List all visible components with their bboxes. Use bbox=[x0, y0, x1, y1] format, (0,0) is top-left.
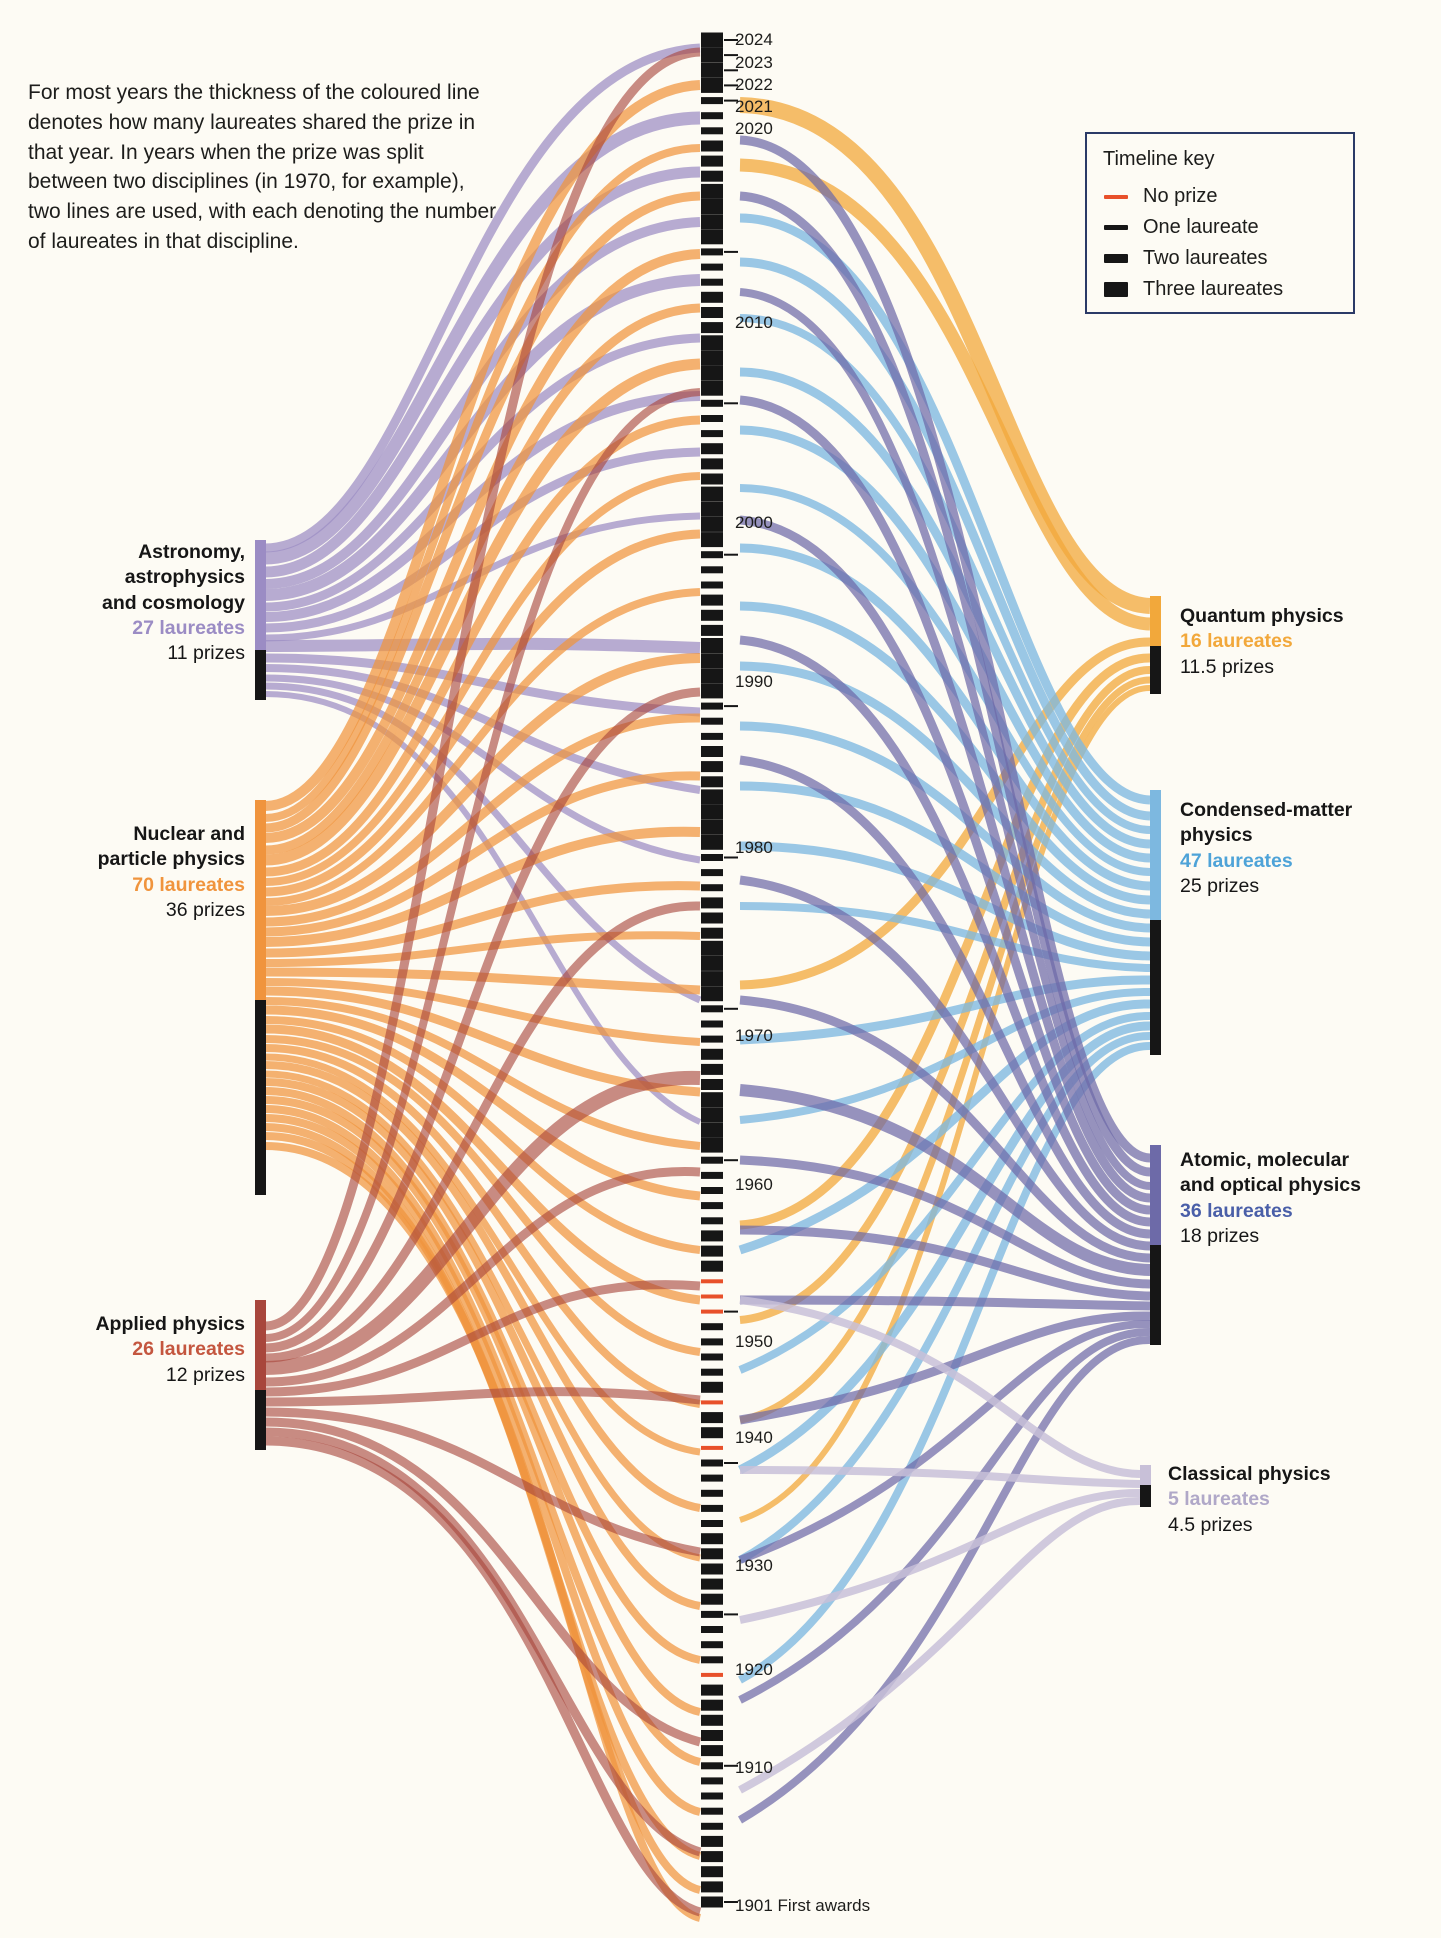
timeline-bar-year bbox=[701, 869, 723, 876]
timeline-bar-year bbox=[701, 127, 723, 134]
year-label-1980: 1980 bbox=[735, 838, 773, 857]
node-bar-condensed-laureates bbox=[1150, 790, 1161, 920]
timeline-bar-year bbox=[701, 1626, 723, 1633]
timeline-bar-year bbox=[701, 1123, 723, 1138]
timeline-bar-year bbox=[701, 532, 723, 547]
timeline-bar-year bbox=[701, 1049, 723, 1060]
timeline-bar-year bbox=[701, 1187, 723, 1194]
timeline-bar-year bbox=[701, 1036, 723, 1043]
node-bar-atomic-laureates bbox=[1150, 1145, 1161, 1245]
timeline-bar-year bbox=[701, 1579, 723, 1590]
year-label-1960: 1960 bbox=[735, 1175, 773, 1194]
node-prizes-classical: 4.5 prizes bbox=[1168, 1513, 1253, 1536]
timeline-bar-year bbox=[701, 1730, 723, 1741]
node-prizes-quantum: 11.5 prizes bbox=[1180, 655, 1274, 678]
node-bar-quantum-prizes bbox=[1150, 646, 1161, 694]
node-bar-applied-prizes bbox=[255, 1390, 266, 1450]
timeline-bar-year bbox=[701, 638, 723, 653]
timeline-bar-year bbox=[701, 761, 723, 772]
node-title-astronomy-2: astrophysics bbox=[124, 566, 245, 589]
timeline-bar-year bbox=[701, 625, 723, 636]
timeline-bar-year bbox=[701, 595, 723, 606]
timeline-bar-year bbox=[701, 1700, 723, 1711]
node-bar-classical-laureates bbox=[1140, 1465, 1151, 1485]
timeline-bar-year bbox=[701, 1202, 723, 1209]
year-label-1950: 1950 bbox=[735, 1332, 773, 1351]
timeline-bar-year bbox=[701, 78, 723, 93]
timeline-bar-year bbox=[701, 1427, 723, 1438]
timeline-bar-year bbox=[701, 1338, 723, 1345]
one-laureate-swatch-icon bbox=[1103, 225, 1129, 230]
year-label-2022: 2022 bbox=[735, 75, 773, 94]
node-title-condensed-2: physics bbox=[1180, 824, 1253, 847]
timeline-bar-year bbox=[701, 1641, 723, 1648]
node-title-astronomy-3: and cosmology bbox=[101, 591, 245, 614]
timeline-bar-year bbox=[701, 400, 723, 407]
node-bar-condensed-prizes bbox=[1150, 920, 1161, 1055]
timeline-bar-year bbox=[701, 971, 723, 986]
timeline-bar-year bbox=[701, 551, 723, 558]
timeline-bar-year bbox=[701, 1533, 723, 1544]
three-laureates-swatch-icon bbox=[1103, 282, 1129, 297]
timeline-bar-year bbox=[701, 279, 723, 286]
timeline-bar-year bbox=[701, 1594, 723, 1605]
timeline-bar-year bbox=[701, 474, 723, 485]
timeline-bar-no-prize bbox=[701, 1673, 723, 1677]
timeline-bar-year bbox=[701, 1897, 723, 1908]
timeline-bar-year bbox=[701, 1412, 723, 1423]
timeline-bar-year bbox=[701, 1520, 723, 1527]
timeline-bar-year bbox=[701, 1881, 723, 1892]
timeline-bar-year bbox=[701, 350, 723, 365]
timeline-bar-year bbox=[701, 1172, 723, 1179]
node-title-nuclear-2: particle physics bbox=[97, 848, 245, 871]
key-label-one-laureate: One laureate bbox=[1143, 216, 1259, 238]
node-prizes-atomic: 18 prizes bbox=[1180, 1225, 1260, 1248]
timeline-bar-year bbox=[701, 1851, 723, 1862]
timeline-bar-year bbox=[701, 1505, 723, 1512]
timeline-bar-year bbox=[701, 214, 723, 229]
timeline-bar-year bbox=[701, 458, 723, 469]
timeline-bar-year bbox=[701, 956, 723, 971]
node-bar-astronomy-prizes bbox=[255, 650, 266, 700]
node-bar-nuclear-laureates bbox=[255, 800, 266, 1000]
timeline-bar-year bbox=[701, 884, 723, 891]
timeline-bar-year bbox=[701, 668, 723, 683]
key-label-three-laureates: Three laureates bbox=[1143, 278, 1284, 300]
timeline-bar-year bbox=[701, 1656, 723, 1663]
timeline-bar-year bbox=[701, 517, 723, 532]
node-prizes-applied: 12 prizes bbox=[165, 1363, 245, 1386]
node-bar-nuclear-prizes bbox=[255, 1000, 266, 1195]
timeline-bar-year bbox=[701, 430, 723, 437]
timeline-bar-year bbox=[701, 746, 723, 757]
timeline-bar-year bbox=[701, 322, 723, 333]
chart-note: For most years the thickness of the coloured line denotes how many laureates shared the prize in that year. In years when the prize was split between two disciplines (in 1970, for example), two lines are used, with each denoting the number of laureates in that discipline. bbox=[28, 81, 497, 254]
node-bar-applied-laureates bbox=[255, 1300, 266, 1390]
timeline-bar-year bbox=[701, 854, 723, 861]
year-label-2023: 2023 bbox=[735, 53, 773, 72]
timeline-key bbox=[1085, 132, 1355, 314]
node-prizes-astronomy: 11 prizes bbox=[167, 642, 245, 665]
node-bar-classical-prizes bbox=[1140, 1485, 1151, 1507]
node-laureates-quantum: 16 laureates bbox=[1180, 630, 1293, 653]
timeline-bar-year bbox=[701, 292, 723, 303]
timeline-bar-year bbox=[701, 1823, 723, 1830]
node-label-astronomy bbox=[60, 540, 245, 667]
timeline-bar-year bbox=[701, 1564, 723, 1575]
timeline-bar-year bbox=[701, 1793, 723, 1800]
node-title-applied-1: Applied physics bbox=[95, 1313, 245, 1335]
node-bar-atomic-prizes bbox=[1150, 1245, 1161, 1345]
node-prizes-condensed: 25 prizes bbox=[1180, 875, 1260, 898]
timeline-bar-year bbox=[701, 1808, 723, 1815]
timeline-bar-year bbox=[701, 683, 723, 698]
timeline-bar-year bbox=[701, 1611, 723, 1618]
timeline-bar-year bbox=[701, 582, 723, 589]
year-label-1910: 1910 bbox=[735, 1758, 773, 1777]
year-label-1940: 1940 bbox=[735, 1428, 773, 1447]
timeline-bar-year bbox=[701, 1021, 723, 1028]
timeline-bar-year bbox=[701, 1230, 723, 1241]
timeline-bar-year bbox=[701, 897, 723, 908]
timeline-bar-year bbox=[701, 733, 723, 740]
year-label-2000: 2000 bbox=[735, 513, 773, 532]
year-label-2010: 2010 bbox=[735, 313, 773, 332]
timeline-bar-year bbox=[701, 1092, 723, 1107]
timeline-bar-year bbox=[701, 112, 723, 119]
timeline-bar-year bbox=[701, 1836, 723, 1847]
timeline-bar-year bbox=[701, 1460, 723, 1467]
timeline-bar-year bbox=[701, 248, 723, 255]
year-label-1901: 1901 First awards bbox=[735, 1896, 871, 1915]
node-laureates-atomic: 36 laureates bbox=[1180, 1199, 1293, 1222]
year-label-1920: 1920 bbox=[735, 1660, 773, 1679]
timeline-bar-year bbox=[701, 610, 723, 621]
timeline-bar-year bbox=[701, 48, 723, 63]
timeline-bar-year bbox=[701, 653, 723, 668]
timeline-bar-year bbox=[701, 63, 723, 78]
node-label-classical bbox=[1168, 1462, 1408, 1538]
timeline-bar-year bbox=[701, 1745, 723, 1756]
timeline-bar-year bbox=[701, 156, 723, 167]
year-label-2020: 2020 bbox=[735, 119, 773, 138]
timeline-bar-year bbox=[701, 443, 723, 454]
timeline-bar-year bbox=[701, 820, 723, 835]
timeline-bar-year bbox=[701, 718, 723, 725]
timeline-bar-year bbox=[701, 1777, 723, 1784]
timeline-bar-year bbox=[701, 97, 723, 104]
timeline-bar-year bbox=[701, 1261, 723, 1272]
timeline-bar-year bbox=[701, 1475, 723, 1482]
timeline-bar-year bbox=[701, 928, 723, 939]
timeline-bar-year bbox=[701, 184, 723, 199]
timeline-bar-year bbox=[701, 1323, 723, 1330]
timeline-bar-year bbox=[701, 1079, 723, 1090]
year-label-2024: 2024 bbox=[735, 30, 773, 49]
timeline-bar-year bbox=[701, 307, 723, 318]
timeline-bar-year bbox=[701, 1246, 723, 1257]
timeline-bar-no-prize bbox=[701, 1400, 723, 1404]
timeline-bar-year bbox=[701, 141, 723, 152]
timeline-bar-year bbox=[701, 941, 723, 956]
timeline-bar-year bbox=[701, 1866, 723, 1877]
timeline-bar-year bbox=[701, 835, 723, 850]
timeline-bar-year bbox=[701, 1685, 723, 1696]
timeline-bar-year bbox=[701, 264, 723, 271]
node-title-atomic-2: and optical physics bbox=[1180, 1174, 1361, 1197]
timeline-bar-no-prize bbox=[701, 1310, 723, 1314]
timeline-bar-year bbox=[701, 805, 723, 820]
timeline-bar-year bbox=[701, 566, 723, 573]
no-prize-swatch-icon bbox=[1103, 195, 1129, 199]
year-label-1990: 1990 bbox=[735, 672, 773, 691]
node-laureates-condensed: 47 laureates bbox=[1180, 849, 1293, 872]
timeline-bar-year bbox=[701, 1382, 723, 1393]
timeline-bar-year bbox=[701, 1490, 723, 1497]
flows-nuclear bbox=[265, 85, 700, 1918]
node-laureates-astronomy: 27 laureates bbox=[132, 617, 245, 640]
node-bar-quantum-laureates bbox=[1150, 596, 1161, 646]
timeline-bar-year bbox=[701, 1762, 723, 1769]
timeline-bar-year bbox=[701, 366, 723, 381]
timeline-bar-year bbox=[701, 703, 723, 710]
node-laureates-classical: 5 laureates bbox=[1168, 1488, 1270, 1511]
node-label-nuclear bbox=[60, 822, 245, 923]
node-bar-astronomy-laureates bbox=[255, 540, 266, 650]
timeline-bar-year bbox=[701, 1217, 723, 1224]
timeline-bar-year bbox=[701, 913, 723, 924]
timeline-bar-year bbox=[701, 33, 723, 48]
node-title-condensed-1: Condensed-matter bbox=[1180, 799, 1353, 821]
timeline-bar-year bbox=[701, 415, 723, 422]
timeline-bar-year bbox=[701, 502, 723, 517]
node-laureates-applied: 26 laureates bbox=[132, 1338, 245, 1361]
key-item-one-laureate bbox=[1103, 212, 1337, 243]
node-title-classical-1: Classical physics bbox=[1168, 1463, 1331, 1485]
node-title-quantum-1: Quantum physics bbox=[1180, 605, 1344, 627]
timeline-bar-year bbox=[701, 776, 723, 787]
timeline-bar-no-prize bbox=[701, 1279, 723, 1283]
timeline-bar-year bbox=[701, 381, 723, 396]
timeline-bar-no-prize bbox=[701, 1295, 723, 1299]
node-prizes-nuclear: 36 prizes bbox=[165, 899, 245, 922]
key-label-two-laureates: Two laureates bbox=[1143, 247, 1268, 269]
timeline-key-title: Timeline key bbox=[1103, 148, 1215, 170]
timeline-bar-year bbox=[701, 1138, 723, 1153]
timeline-bar-year bbox=[701, 1064, 723, 1075]
timeline-bar-year bbox=[701, 1157, 723, 1164]
key-item-three-laureates bbox=[1103, 274, 1337, 305]
node-label-atomic bbox=[1180, 1148, 1420, 1249]
node-title-astronomy-1: Astronomy, bbox=[138, 541, 245, 563]
key-item-no-prize bbox=[1103, 181, 1337, 212]
timeline-bar-year bbox=[701, 1354, 723, 1361]
timeline-bar-year bbox=[701, 487, 723, 502]
timeline-bar-year bbox=[701, 199, 723, 214]
key-label-no-prize: No prize bbox=[1143, 185, 1218, 207]
node-title-atomic-1: Atomic, molecular bbox=[1180, 1149, 1350, 1171]
timeline-bar-year bbox=[701, 229, 723, 244]
key-item-two-laureates bbox=[1103, 243, 1337, 274]
timeline-bar-year bbox=[701, 1715, 723, 1726]
node-label-condensed bbox=[1180, 798, 1415, 899]
year-label-2021: 2021 bbox=[735, 97, 773, 116]
year-label-1930: 1930 bbox=[735, 1556, 773, 1575]
node-laureates-nuclear: 70 laureates bbox=[132, 873, 245, 896]
timeline-bar-year bbox=[701, 1005, 723, 1012]
node-label-applied bbox=[50, 1312, 245, 1388]
node-title-nuclear-1: Nuclear and bbox=[133, 823, 245, 845]
timeline-bar-year bbox=[701, 1107, 723, 1122]
timeline-axis bbox=[701, 33, 723, 1908]
timeline-bar-year bbox=[701, 171, 723, 182]
timeline-bar-year bbox=[701, 335, 723, 350]
timeline-bar-year bbox=[701, 986, 723, 1001]
year-label-1970: 1970 bbox=[735, 1026, 773, 1045]
timeline-bar-no-prize bbox=[701, 1446, 723, 1450]
timeline-bar-year bbox=[701, 1548, 723, 1559]
timeline-bar-year bbox=[701, 789, 723, 804]
node-label-quantum bbox=[1180, 604, 1410, 680]
timeline-bar-year bbox=[701, 1369, 723, 1376]
two-laureates-swatch-icon bbox=[1103, 254, 1129, 263]
